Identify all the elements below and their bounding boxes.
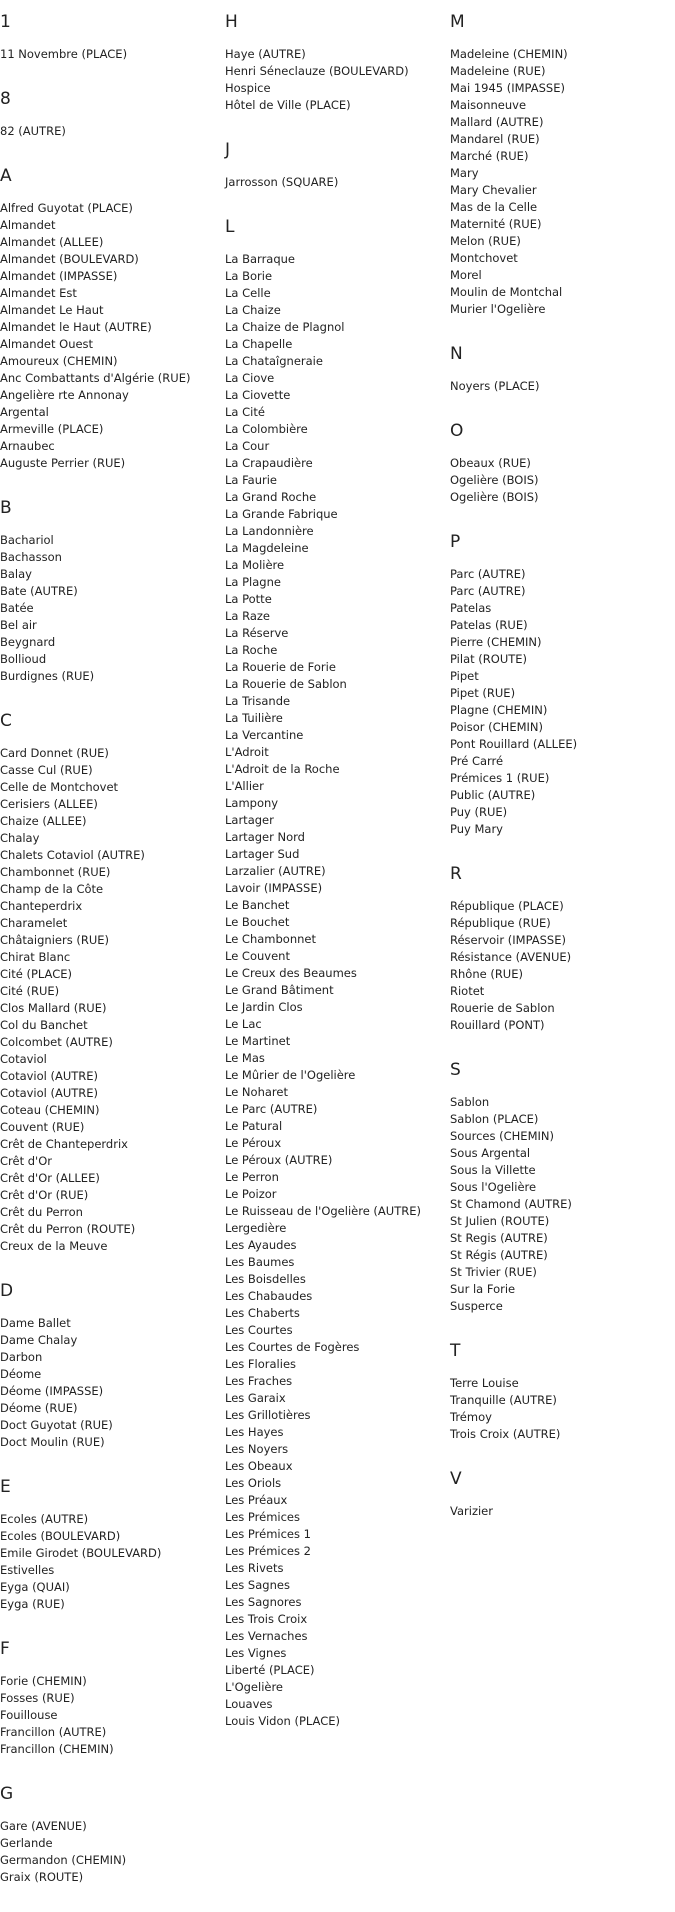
- letter-section: [0, 12, 220, 63]
- street-link[interactable]: Déome (RUE): [0, 1401, 78, 1415]
- street-link[interactable]: Noyers (PLACE): [450, 379, 540, 393]
- street-link[interactable]: Lartager: [225, 813, 274, 827]
- street-link[interactable]: Henri Séneclauze (BOULEVARD): [225, 64, 409, 78]
- street-link[interactable]: Balay: [0, 567, 32, 581]
- street-link[interactable]: Cité (RUE): [0, 984, 60, 998]
- street-list: [225, 251, 445, 1730]
- street-link[interactable]: Forie (CHEMIN): [0, 1674, 87, 1688]
- street-link[interactable]: Cotaviol (AUTRE): [0, 1069, 99, 1083]
- street-link[interactable]: Le Bouchet: [225, 915, 290, 929]
- street-link[interactable]: Ecoles (AUTRE): [0, 1512, 89, 1526]
- street-link[interactable]: La Borie: [225, 269, 273, 283]
- letter-section: [450, 344, 670, 395]
- street-link[interactable]: Crêt d'Or (ALLEE): [0, 1171, 100, 1185]
- letter-section: [0, 498, 220, 685]
- street-link[interactable]: Les Fraches: [225, 1374, 293, 1388]
- section-letter-heading: 1: [0, 12, 11, 32]
- letter-section: [450, 1469, 670, 1520]
- street-link[interactable]: Crêt du Perron (ROUTE): [0, 1222, 136, 1236]
- street-link[interactable]: Le Grand Bâtiment: [225, 983, 334, 997]
- street-link[interactable]: Les Préaux: [225, 1493, 288, 1507]
- street-link[interactable]: Le Banchet: [225, 898, 290, 912]
- street-link[interactable]: 82 (AUTRE): [0, 124, 66, 138]
- street-list: [450, 46, 670, 318]
- letter-section: [0, 1639, 220, 1758]
- street-link[interactable]: Bate (AUTRE): [0, 584, 78, 598]
- street-link[interactable]: Les Sagnores: [225, 1595, 302, 1609]
- street-link[interactable]: Colcombet (AUTRE): [0, 1035, 113, 1049]
- street-link[interactable]: St Regis (AUTRE): [450, 1231, 548, 1245]
- street-link[interactable]: Jarrosson (SQUARE): [225, 175, 339, 189]
- street-link[interactable]: Le Péroux: [225, 1136, 282, 1150]
- street-link[interactable]: St Julien (ROUTE): [450, 1214, 550, 1228]
- street-link[interactable]: Fosses (RUE): [0, 1691, 75, 1705]
- street-list: [450, 898, 670, 1034]
- street-link[interactable]: Montchovet: [450, 251, 518, 265]
- street-link[interactable]: Obeaux (RUE): [450, 456, 531, 470]
- street-link[interactable]: Le Jardin Clos: [225, 1000, 303, 1014]
- street-link[interactable]: La Cité: [225, 405, 265, 419]
- letter-section: [450, 532, 670, 838]
- column-3: [450, 0, 670, 1546]
- street-link[interactable]: Louis Vidon (PLACE): [225, 1714, 340, 1728]
- street-link[interactable]: Champ de la Côte: [0, 882, 104, 896]
- street-link[interactable]: Gare (AVENUE): [0, 1819, 87, 1833]
- street-link[interactable]: Sablon: [450, 1095, 490, 1109]
- street-link[interactable]: Puy (RUE): [450, 805, 508, 819]
- section-letter-heading: V: [450, 1469, 462, 1489]
- street-link[interactable]: Charamelet: [0, 916, 68, 930]
- street-link[interactable]: Prémices 1 (RUE): [450, 771, 550, 785]
- street-link[interactable]: Trémoy: [450, 1410, 492, 1424]
- section-letter-heading: D: [0, 1281, 14, 1301]
- street-link[interactable]: Bollioud: [0, 652, 47, 666]
- street-link[interactable]: Haye (AUTRE): [225, 47, 306, 61]
- street-link[interactable]: Murier l'Ogelière: [450, 302, 546, 316]
- street-link[interactable]: Bel air: [0, 618, 37, 632]
- street-link[interactable]: Le Mûrier de l'Ogelière: [225, 1068, 356, 1082]
- letter-section: [450, 1341, 670, 1443]
- street-link[interactable]: Mas de la Celle: [450, 200, 538, 214]
- street-link[interactable]: Les Prémices 2: [225, 1544, 311, 1558]
- section-letter-heading: G: [0, 1784, 14, 1804]
- street-link[interactable]: Morel: [450, 268, 482, 282]
- letter-section: [450, 12, 670, 318]
- street-link[interactable]: 11 Novembre (PLACE): [0, 47, 128, 61]
- section-letter-heading: P: [450, 532, 461, 552]
- street-link[interactable]: La Rouerie de Sablon: [225, 677, 347, 691]
- street-list: [450, 378, 670, 395]
- street-link[interactable]: Estivelles: [0, 1563, 55, 1577]
- street-link[interactable]: La Grande Fabrique: [225, 507, 338, 521]
- street-link[interactable]: Les Courtes de Fogères: [225, 1340, 360, 1354]
- street-link[interactable]: Card Donnet (RUE): [0, 746, 109, 760]
- street-link[interactable]: Crêt de Chanteperdrix: [0, 1137, 128, 1151]
- street-link[interactable]: Sur la Forie: [450, 1282, 516, 1296]
- street-list: [0, 532, 220, 685]
- street-link[interactable]: Le Martinet: [225, 1034, 291, 1048]
- street-link[interactable]: Sablon (PLACE): [450, 1112, 539, 1126]
- street-link[interactable]: Larzalier (AUTRE): [225, 864, 326, 878]
- street-link[interactable]: Ogelière (BOIS): [450, 473, 539, 487]
- street-list: [0, 200, 220, 472]
- street-link[interactable]: Dame Ballet: [0, 1316, 71, 1330]
- street-link[interactable]: Ogelière (BOIS): [450, 490, 539, 504]
- street-link[interactable]: Maternité (RUE): [450, 217, 542, 231]
- street-link[interactable]: Poisor (CHEMIN): [450, 720, 543, 734]
- street-link[interactable]: Cotaviol (AUTRE): [0, 1086, 99, 1100]
- street-link[interactable]: La Tuilière: [225, 711, 283, 725]
- letter-section: [0, 711, 220, 1255]
- street-link[interactable]: Crêt d'Or: [0, 1154, 52, 1168]
- letter-section: [0, 1477, 220, 1613]
- street-link[interactable]: Almandet (BOULEVARD): [0, 252, 139, 266]
- street-list: [450, 1375, 670, 1443]
- street-link[interactable]: La Réserve: [225, 626, 289, 640]
- street-link[interactable]: Mary: [450, 166, 479, 180]
- street-link[interactable]: Les Prémices 1: [225, 1527, 311, 1541]
- street-link[interactable]: Fouillouse: [0, 1708, 58, 1722]
- street-link[interactable]: St Trivier (RUE): [450, 1265, 537, 1279]
- street-link[interactable]: La Magdeleine: [225, 541, 309, 555]
- street-link[interactable]: Amoureux (CHEMIN): [0, 354, 118, 368]
- street-link[interactable]: Les Rivets: [225, 1561, 284, 1575]
- street-list: [450, 1503, 670, 1520]
- street-link[interactable]: Couvent (RUE): [0, 1120, 85, 1134]
- street-link[interactable]: Chaize (ALLEE): [0, 814, 87, 828]
- street-link[interactable]: Le Péroux (AUTRE): [225, 1153, 333, 1167]
- street-link[interactable]: Hôtel de Ville (PLACE): [225, 98, 351, 112]
- street-link[interactable]: Le Lac: [225, 1017, 262, 1031]
- street-link[interactable]: Sources (CHEMIN): [450, 1129, 554, 1143]
- street-link[interactable]: Eyga (RUE): [0, 1597, 65, 1611]
- street-link[interactable]: Les Hayes: [225, 1425, 284, 1439]
- street-link[interactable]: Argental: [0, 405, 49, 419]
- street-link[interactable]: Mallard (AUTRE): [450, 115, 544, 129]
- column-1: [0, 0, 220, 1912]
- street-link[interactable]: Armeville (PLACE): [0, 422, 104, 436]
- section-letter-heading: M: [450, 12, 465, 32]
- street-link[interactable]: La Chaize: [225, 303, 281, 317]
- street-link[interactable]: St Régis (AUTRE): [450, 1248, 548, 1262]
- street-link[interactable]: Les Baumes: [225, 1255, 295, 1269]
- street-list: [0, 745, 220, 1255]
- street-link[interactable]: Burdignes (RUE): [0, 669, 95, 683]
- street-link[interactable]: Madeleine (CHEMIN): [450, 47, 568, 61]
- street-link[interactable]: Lavoir (IMPASSE): [225, 881, 323, 895]
- street-link[interactable]: Emile Girodet (BOULEVARD): [0, 1546, 162, 1560]
- street-link[interactable]: Almandet le Haut (AUTRE): [0, 320, 152, 334]
- street-list: [450, 1094, 670, 1315]
- street-link[interactable]: Les Vignes: [225, 1646, 287, 1660]
- street-link[interactable]: Lampony: [225, 796, 279, 810]
- street-link[interactable]: Les Boisdelles: [225, 1272, 306, 1286]
- letter-section: [450, 1060, 670, 1315]
- street-list: [450, 566, 670, 838]
- street-link[interactable]: Almandet Le Haut: [0, 303, 104, 317]
- street-link[interactable]: Résistance (AVENUE): [450, 950, 572, 964]
- street-link[interactable]: La Chataîgneraie: [225, 354, 323, 368]
- section-letter-heading: S: [450, 1060, 461, 1080]
- street-link[interactable]: Réservoir (IMPASSE): [450, 933, 566, 947]
- street-link[interactable]: Le Poizor: [225, 1187, 277, 1201]
- street-link[interactable]: Crêt du Perron: [0, 1205, 83, 1219]
- street-link[interactable]: Lartager Sud: [225, 847, 300, 861]
- street-link[interactable]: Francillon (CHEMIN): [0, 1742, 114, 1756]
- street-link[interactable]: Chambonnet (RUE): [0, 865, 111, 879]
- street-link[interactable]: Liberté (PLACE): [225, 1663, 315, 1677]
- street-link[interactable]: La Roche: [225, 643, 278, 657]
- street-link[interactable]: Chalets Cotaviol (AUTRE): [0, 848, 145, 862]
- street-link[interactable]: Les Noyers: [225, 1442, 289, 1456]
- street-link[interactable]: Les Grillotières: [225, 1408, 311, 1422]
- street-link[interactable]: La Crapaudière: [225, 456, 313, 470]
- street-link[interactable]: Maisonneuve: [450, 98, 527, 112]
- street-link[interactable]: Varizier: [450, 1504, 493, 1518]
- street-link[interactable]: Sous Argental: [450, 1146, 531, 1160]
- street-link[interactable]: Patelas: [450, 601, 492, 615]
- street-link[interactable]: La Molière: [225, 558, 285, 572]
- street-link[interactable]: Bachasson: [0, 550, 62, 564]
- street-link[interactable]: Susperce: [450, 1299, 503, 1313]
- section-letter-heading: R: [450, 864, 462, 884]
- street-link[interactable]: Pilat (ROUTE): [450, 652, 528, 666]
- street-link[interactable]: Moulin de Montchal: [450, 285, 563, 299]
- street-link[interactable]: Pierre (CHEMIN): [450, 635, 542, 649]
- letter-section: [0, 1281, 220, 1451]
- street-link[interactable]: Doct Moulin (RUE): [0, 1435, 105, 1449]
- street-link[interactable]: Le Chambonnet: [225, 932, 317, 946]
- section-letter-heading: H: [225, 12, 238, 32]
- street-link[interactable]: Darbon: [0, 1350, 43, 1364]
- street-link[interactable]: Eyga (QUAI): [0, 1580, 70, 1594]
- section-letter-heading: N: [450, 344, 463, 364]
- street-link[interactable]: Rhône (RUE): [450, 967, 523, 981]
- letter-section: [225, 140, 445, 191]
- street-link[interactable]: Les Chabaudes: [225, 1289, 313, 1303]
- street-link[interactable]: La Vercantine: [225, 728, 304, 742]
- street-link[interactable]: Rouillard (PONT): [450, 1018, 545, 1032]
- street-list: [450, 455, 670, 506]
- street-link[interactable]: Creux de la Meuve: [0, 1239, 108, 1253]
- street-link[interactable]: La Celle: [225, 286, 271, 300]
- section-letter-heading: B: [0, 498, 12, 518]
- letter-section: [225, 217, 445, 1730]
- street-link[interactable]: Cité (PLACE): [0, 967, 73, 981]
- street-link[interactable]: La Chaize de Plagnol: [225, 320, 345, 334]
- street-list: [0, 1315, 220, 1451]
- street-link[interactable]: L'Allier: [225, 779, 264, 793]
- street-link[interactable]: Chanteperdrix: [0, 899, 83, 913]
- street-link[interactable]: Sous l'Ogelière: [450, 1180, 537, 1194]
- street-link[interactable]: Cerisiers (ALLEE): [0, 797, 98, 811]
- street-link[interactable]: Pipet: [450, 669, 479, 683]
- street-link[interactable]: La Ciove: [225, 371, 275, 385]
- street-link[interactable]: Le Parc (AUTRE): [225, 1102, 318, 1116]
- street-link[interactable]: Almandet: [0, 218, 56, 232]
- street-link[interactable]: Chalay: [0, 831, 40, 845]
- street-link[interactable]: La Faurie: [225, 473, 278, 487]
- street-link[interactable]: L'Adroit: [225, 745, 269, 759]
- street-link[interactable]: La Plagne: [225, 575, 281, 589]
- street-list: [0, 1673, 220, 1758]
- street-link[interactable]: Les Trois Croix: [225, 1612, 308, 1626]
- street-link[interactable]: Alfred Guyotat (PLACE): [0, 201, 133, 215]
- street-link[interactable]: Déome (IMPASSE): [0, 1384, 104, 1398]
- street-link[interactable]: Clos Mallard (RUE): [0, 1001, 107, 1015]
- street-link[interactable]: Le Noharet: [225, 1085, 288, 1099]
- street-link[interactable]: Hospice: [225, 81, 271, 95]
- street-link[interactable]: Châtaigniers (RUE): [0, 933, 109, 947]
- street-link[interactable]: Mary Chevalier: [450, 183, 537, 197]
- street-list: [0, 1818, 220, 1886]
- street-link[interactable]: La Cour: [225, 439, 270, 453]
- street-list: [0, 123, 220, 140]
- street-link[interactable]: Les Floralies: [225, 1357, 297, 1371]
- street-link[interactable]: La Barraque: [225, 252, 296, 266]
- section-letter-heading: E: [0, 1477, 11, 1497]
- street-link[interactable]: Crêt d'Or (RUE): [0, 1188, 89, 1202]
- street-link[interactable]: Rouerie de Sablon: [450, 1001, 555, 1015]
- street-link[interactable]: Chirat Blanc: [0, 950, 71, 964]
- letter-section: [225, 12, 445, 114]
- section-letter-heading: 8: [0, 89, 11, 109]
- street-link[interactable]: Plagne (CHEMIN): [450, 703, 548, 717]
- street-link[interactable]: Bachariol: [0, 533, 54, 547]
- street-link[interactable]: Marché (RUE): [450, 149, 529, 163]
- street-link[interactable]: Les Sagnes: [225, 1578, 290, 1592]
- street-link[interactable]: La Landonnière: [225, 524, 314, 538]
- street-list: [0, 1511, 220, 1613]
- street-link[interactable]: Riotet: [450, 984, 485, 998]
- street-list: [225, 46, 445, 114]
- street-link[interactable]: Auguste Perrier (RUE): [0, 456, 126, 470]
- street-link[interactable]: L'Adroit de la Roche: [225, 762, 340, 776]
- street-link[interactable]: Almandet (IMPASSE): [0, 269, 118, 283]
- street-link[interactable]: La Grand Roche: [225, 490, 317, 504]
- street-link[interactable]: Celle de Montchovet: [0, 780, 119, 794]
- street-link[interactable]: Casse Cul (RUE): [0, 763, 93, 777]
- street-link[interactable]: Sous la Villette: [450, 1163, 536, 1177]
- letter-section: [450, 864, 670, 1034]
- street-link[interactable]: Le Couvent: [225, 949, 290, 963]
- street-link[interactable]: Déome: [0, 1367, 42, 1381]
- street-list: [225, 174, 445, 191]
- section-letter-heading: L: [225, 217, 235, 237]
- street-link[interactable]: St Chamond (AUTRE): [450, 1197, 572, 1211]
- street-link[interactable]: Trois Croix (AUTRE): [450, 1427, 561, 1441]
- section-letter-heading: O: [450, 421, 464, 441]
- section-letter-heading: F: [0, 1639, 10, 1659]
- street-list: [0, 46, 220, 63]
- street-link[interactable]: Le Ruisseau de l'Ogelière (AUTRE): [225, 1204, 421, 1218]
- street-link[interactable]: L'Ogelière: [225, 1680, 284, 1694]
- street-link[interactable]: Tranquille (AUTRE): [450, 1393, 557, 1407]
- letter-section: [0, 166, 220, 472]
- section-letter-heading: J: [225, 140, 231, 160]
- street-link[interactable]: Angelière rte Annonay: [0, 388, 129, 402]
- street-link[interactable]: Pipet (RUE): [450, 686, 516, 700]
- letter-section: [0, 89, 220, 140]
- street-link[interactable]: Pont Rouillard (ALLEE): [450, 737, 578, 751]
- street-link[interactable]: Beygnard: [0, 635, 56, 649]
- street-link[interactable]: Les Oriols: [225, 1476, 282, 1490]
- street-link[interactable]: Patelas (RUE): [450, 618, 528, 632]
- street-link[interactable]: La Raze: [225, 609, 271, 623]
- street-link[interactable]: Terre Louise: [450, 1376, 519, 1390]
- street-link[interactable]: Almandet Ouest: [0, 337, 94, 351]
- street-link[interactable]: Melon (RUE): [450, 234, 521, 248]
- street-link[interactable]: Batée: [0, 601, 34, 615]
- street-link[interactable]: Anc Combattants d'Algérie (RUE): [0, 371, 191, 385]
- letter-section: [0, 1784, 220, 1886]
- street-link[interactable]: Arnaubec: [0, 439, 55, 453]
- street-link[interactable]: Madeleine (RUE): [450, 64, 546, 78]
- street-link[interactable]: Mandarel (RUE): [450, 132, 540, 146]
- street-link[interactable]: La Rouerie de Forie: [225, 660, 336, 674]
- street-link[interactable]: Cotaviol: [0, 1052, 47, 1066]
- street-link[interactable]: Lergedière: [225, 1221, 287, 1235]
- section-letter-heading: A: [0, 166, 12, 186]
- street-link[interactable]: Le Creux des Beaumes: [225, 966, 357, 980]
- street-link[interactable]: La Potte: [225, 592, 272, 606]
- street-link[interactable]: Les Prémices: [225, 1510, 300, 1524]
- street-link[interactable]: République (PLACE): [450, 899, 564, 913]
- street-link[interactable]: Les Garaix: [225, 1391, 286, 1405]
- street-link[interactable]: Les Vernaches: [225, 1629, 308, 1643]
- street-link[interactable]: Puy Mary: [450, 822, 503, 836]
- letter-section: [450, 421, 670, 506]
- street-link[interactable]: Germandon (CHEMIN): [0, 1853, 127, 1867]
- street-link[interactable]: Les Obeaux: [225, 1459, 293, 1473]
- street-link[interactable]: Parc (AUTRE): [450, 567, 526, 581]
- street-link[interactable]: Doct Guyotat (RUE): [0, 1418, 113, 1432]
- street-link[interactable]: Almandet Est: [0, 286, 77, 300]
- street-link[interactable]: Les Courtes: [225, 1323, 293, 1337]
- street-link[interactable]: Gerlande: [0, 1836, 53, 1850]
- street-link[interactable]: Les Ayaudes: [225, 1238, 297, 1252]
- street-link[interactable]: Coteau (CHEMIN): [0, 1103, 100, 1117]
- street-link[interactable]: Mai 1945 (IMPASSE): [450, 81, 565, 95]
- street-link[interactable]: Louaves: [225, 1697, 273, 1711]
- street-link[interactable]: Le Patural: [225, 1119, 283, 1133]
- street-link[interactable]: Le Perron: [225, 1170, 279, 1184]
- street-link[interactable]: Le Mas: [225, 1051, 265, 1065]
- street-link[interactable]: Lartager Nord: [225, 830, 305, 844]
- street-link[interactable]: Almandet (ALLEE): [0, 235, 104, 249]
- street-link[interactable]: Francillon (AUTRE): [0, 1725, 107, 1739]
- section-letter-heading: C: [0, 711, 12, 731]
- street-link[interactable]: La Chapelle: [225, 337, 293, 351]
- street-link[interactable]: Public (AUTRE): [450, 788, 536, 802]
- street-link[interactable]: La Trisande: [225, 694, 291, 708]
- street-link[interactable]: Dame Chalay: [0, 1333, 78, 1347]
- street-link[interactable]: Col du Banchet: [0, 1018, 88, 1032]
- column-2: [225, 0, 445, 1756]
- street-link[interactable]: Pré Carré: [450, 754, 504, 768]
- street-link[interactable]: La Ciovette: [225, 388, 291, 402]
- street-link[interactable]: Les Chaberts: [225, 1306, 300, 1320]
- street-link[interactable]: République (RUE): [450, 916, 551, 930]
- street-link[interactable]: Ecoles (BOULEVARD): [0, 1529, 121, 1543]
- street-link[interactable]: Parc (AUTRE): [450, 584, 526, 598]
- street-link[interactable]: Graix (ROUTE): [0, 1870, 84, 1884]
- section-letter-heading: T: [450, 1341, 461, 1361]
- street-link[interactable]: La Colombière: [225, 422, 308, 436]
